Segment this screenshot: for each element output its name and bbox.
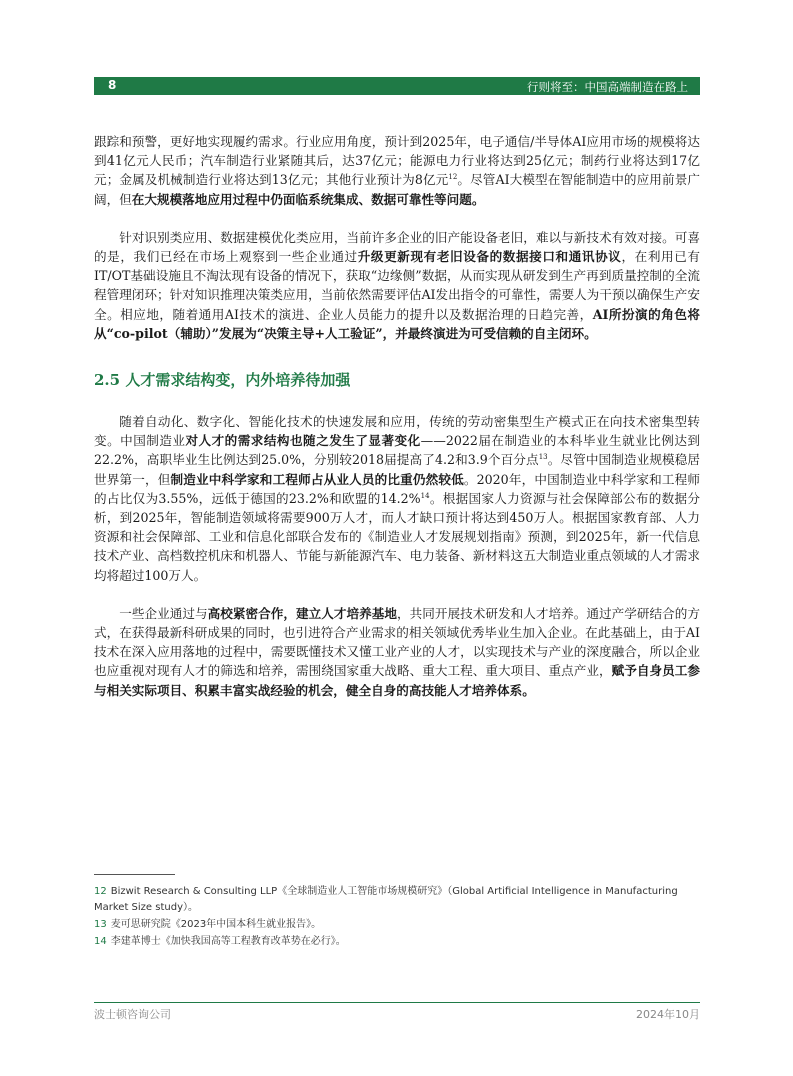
running-title: 行则将至：中国高端制造在路上 <box>527 80 688 94</box>
footnote-number: 13 <box>94 919 107 930</box>
paragraph-2 <box>94 228 700 343</box>
footnote-ref-13[interactable]: 13 <box>538 453 548 462</box>
text-run: 。2020年，中国制造业中科学家和工程师的占比仅为3.55%，远低于德国的23.2%和欧盟的14.2% <box>94 471 701 506</box>
section-heading: 2.5 人才需求结构变，内外培养待加强 <box>94 371 351 390</box>
footer-divider <box>94 1002 700 1003</box>
text-run: 跟踪和预警，更好地实现履约需求。行业应用角度，预计到2025年，电子通信/半导体AI应用市场的规模将达到41亿元人民币；汽车制造行业紧随其后，达37亿元；能源电力行业将达到25亿元；制药行业将达到17亿元；金属及机械制造行业将达到13亿元；其他行业预计为8亿元 <box>94 134 700 188</box>
text-run: ——2022届在制造业的本科毕业生就业比例达到22.2%，高职毕业生比例达到25.0%，分别较2018届提高了4.2和3.9个百分点 <box>94 433 701 468</box>
paragraph-3 <box>94 412 700 585</box>
text-run: 。尽管中国制造业规模稳居世界第一，但 <box>94 452 701 487</box>
footnote-12 <box>94 884 700 916</box>
footnote-ref-14[interactable]: 14 <box>420 491 430 500</box>
footnote-13 <box>94 917 700 933</box>
bold-text: 对人才的需求结构也随之发生了显著变化 <box>185 433 421 449</box>
footnotes <box>94 884 700 951</box>
footnote-ref-12[interactable]: 12 <box>448 173 458 182</box>
bold-text: AI所扮演的角色将从“co-pilot（辅助）”发展为“决策主导+人工验证”，并最终演进为可受信赖的自主闭环。 <box>94 306 700 341</box>
text-run: ，共同开展技术研发和人才培养。通过产学研结合的方式，在获得最新科研成果的同时，也引进符合产业需求的相关领域优秀毕业生加入企业。在此基础上，由于AI技术在深入应用落地的过程中，需要既懂技术又懂工业产业的人才，以实现技术与产业的深度融合，所以企业也应重视对现有人才的筛选和培养，需围绕国家重大战略、重大工程、重大项目、重点产业， <box>94 605 701 679</box>
footnote-divider <box>94 874 175 875</box>
footnote-text: 李建革博士《加快我国高等工程教育改革势在必行》。 <box>110 936 346 947</box>
bold-text: 升级更新现有老旧设备的数据接口和通讯协议 <box>357 249 622 265</box>
bold-text: 制造业中科学家和工程师占从业人员的比重仍然较低 <box>170 471 464 487</box>
bold-text: 赋予自身员工参与相关实际项目、积累丰富实战经验的机会，健全自身的高技能人才培养体系。 <box>94 663 701 698</box>
bold-text: 高校紧密合作，建立人才培养基地 <box>207 605 397 621</box>
text-run: 随着自动化、数字化、智能化技术的快速发展和应用，传统的劳动密集型生产模式正在向技术密集型转变。中国制造业 <box>94 414 700 449</box>
paragraph-1 <box>94 132 700 209</box>
text-run: ，在利用已有IT/OT基础设施且不淘汰现有设备的情况下，获取“边缘侧”数据，从而实现从研发到生产再到质量控制的全流程管理闭环；针对知识推理决策类应用，当前依然需要评估AI发出指令的可靠性，需要人为干预以确保生产安全。相应地，随着通用AI技术的演进、企业人员能力的提升以及数据治理的日趋完善， <box>94 249 701 322</box>
bold-text: 在大规模落地应用过程中仍面临系统集成、数据可靠性等问题。 <box>131 191 485 207</box>
text-run: 针对识别类应用、数据建模优化类应用，当前许多企业的旧产能设备老旧，难以与新技术有效对接。可喜的是，我们已经在市场上观察到一些企业通过 <box>94 229 700 265</box>
footnote-number: 12 <box>94 886 107 897</box>
page-number: 8 <box>108 78 117 92</box>
text-run: 。尽管AI大模型在智能制造中的应用前景广阔，但 <box>94 172 700 207</box>
footnote-text: Bizwit Research & Consulting LLP《全球制造业人工智能市场规模研究》（Global Artificial Intelligence in Manufacturing Market Size study）。 <box>94 886 678 913</box>
text-run: 。根据国家人力资源与社会保障部公布的数据分析，到2025年，智能制造领域将需要900万人才，而人才缺口预计将达到450万人。根据国家教育部、人力资源和社会保障部、工业和信息化部联合发布的《制造业人才发展规划指南》预测，到2025年，新一代信息技术产业、高档数控机床和机器人、节能与新能源汽车、电力装备、新材料这五大制造业重点领域的人才需求均将超过100万人。 <box>94 490 700 583</box>
footer-publisher: 波士顿咨询公司 <box>94 1008 171 1021</box>
footnote-14 <box>94 934 700 950</box>
paragraph-4 <box>94 604 700 700</box>
footnote-number: 14 <box>94 936 107 947</box>
text-run: 一些企业通过与 <box>119 605 208 621</box>
running-header <box>94 77 700 95</box>
footer-date: 2024年10月 <box>636 1008 700 1021</box>
main-content <box>94 132 700 700</box>
footnote-text: 麦可思研究院《2023年中国本科生就业报告》。 <box>110 919 322 930</box>
